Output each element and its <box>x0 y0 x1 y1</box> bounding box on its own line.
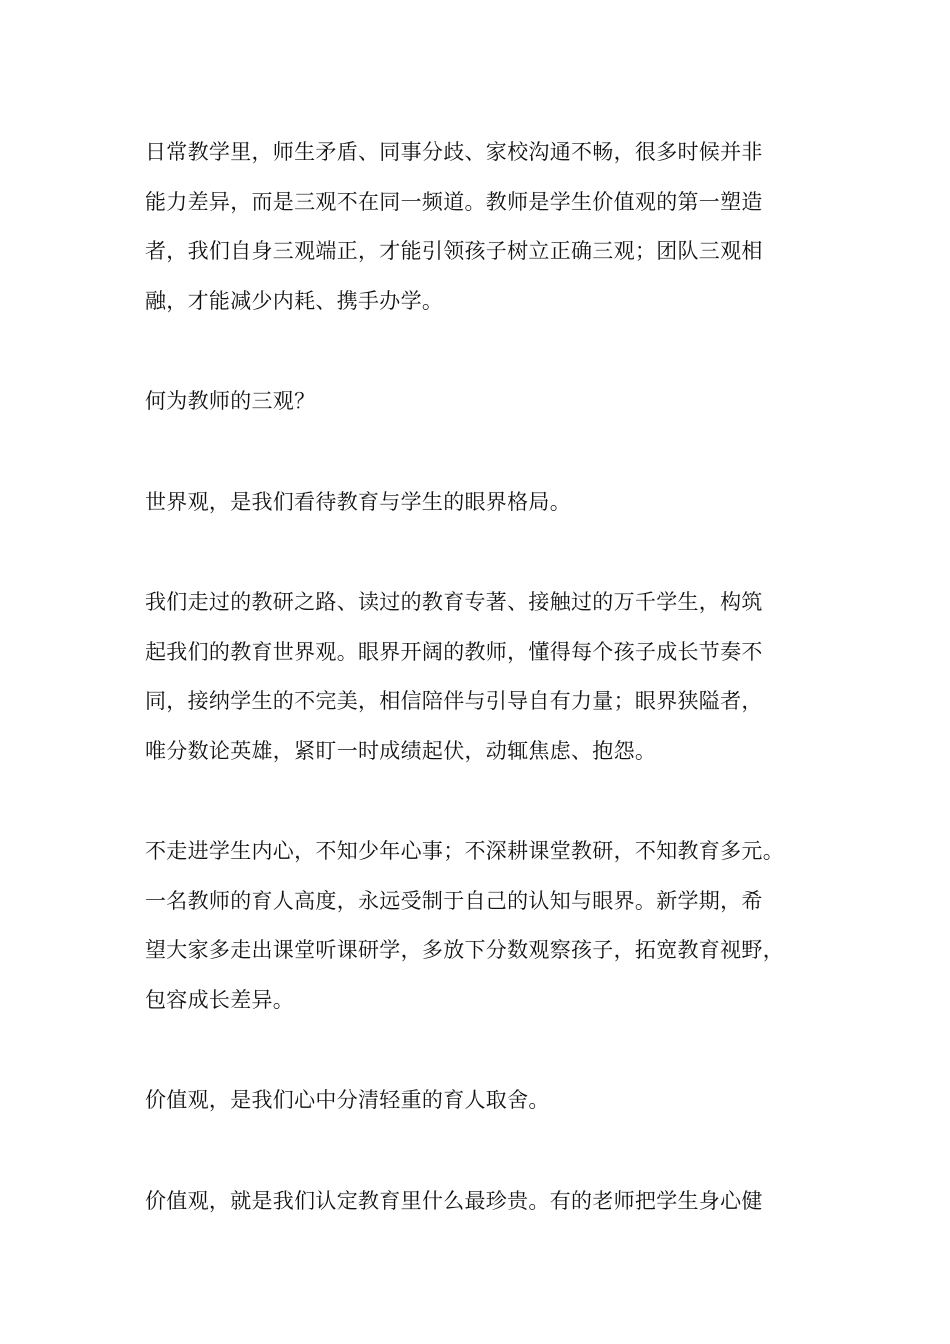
paragraph-spacer <box>145 776 815 827</box>
paragraph-spacer <box>145 527 815 578</box>
text-line: 何为教师的三观？ <box>145 389 316 413</box>
text-line: 价值观，是我们心中分清轻重的育人取舍。 <box>145 1088 550 1112</box>
paragraph-worldview-advice <box>145 827 815 1025</box>
text-line: 包容成长差异。 <box>145 987 295 1012</box>
text-line: 望大家多走出课堂听课研学，多放下分数观察孩子，拓宽教育视野， <box>145 938 784 962</box>
paragraph-worldview-body <box>145 578 815 776</box>
text-line: 者，我们自身三观端正，才能引领孩子树立正确三观；团队三观相 <box>145 239 763 263</box>
paragraph-spacer <box>145 1126 815 1177</box>
text-line: 能力差异，而是三观不在同一频道。教师是学生价值观的第一塑造 <box>145 189 763 214</box>
text-line: 一名教师的育人高度，永远受制于自己的认知与眼界。新学期，希 <box>145 888 763 913</box>
paragraph-spacer <box>145 326 815 377</box>
text-line: 起我们的教育世界观。眼界开阔的教师，懂得每个孩子成长节奏不 <box>145 639 763 664</box>
document-page <box>145 128 815 1226</box>
paragraph-intro <box>145 128 815 326</box>
paragraph-worldview-heading <box>145 478 815 528</box>
text-line: 不走进学生内心，不知少年心事；不深耕课堂教研，不知教育多元。 <box>145 839 784 863</box>
paragraph-values-body <box>145 1177 815 1227</box>
paragraph-spacer <box>145 1025 815 1076</box>
text-line: 我们走过的教研之路、读过的教育专著、接触过的万千学生，构筑 <box>145 590 763 614</box>
text-line: 唯分数论英雄，紧盯一时成绩起伏，动辄焦虑、抱怨。 <box>145 738 657 763</box>
text-line: 价值观，就是我们认定教育里什么最珍贵。有的老师把学生身心健 <box>145 1188 763 1213</box>
paragraph-spacer <box>145 427 815 478</box>
paragraph-values-heading <box>145 1076 815 1126</box>
text-line: 世界观，是我们看待教育与学生的眼界格局。 <box>145 489 571 514</box>
paragraph-question <box>145 377 815 427</box>
text-line: 同，接纳学生的不完美，相信陪伴与引导自有力量；眼界狭隘者， <box>145 689 763 713</box>
text-line: 日常教学里，师生矛盾、同事分歧、家校沟通不畅，很多时候并非 <box>145 140 763 164</box>
text-line: 融，才能减少内耗、携手办学。 <box>145 288 444 313</box>
